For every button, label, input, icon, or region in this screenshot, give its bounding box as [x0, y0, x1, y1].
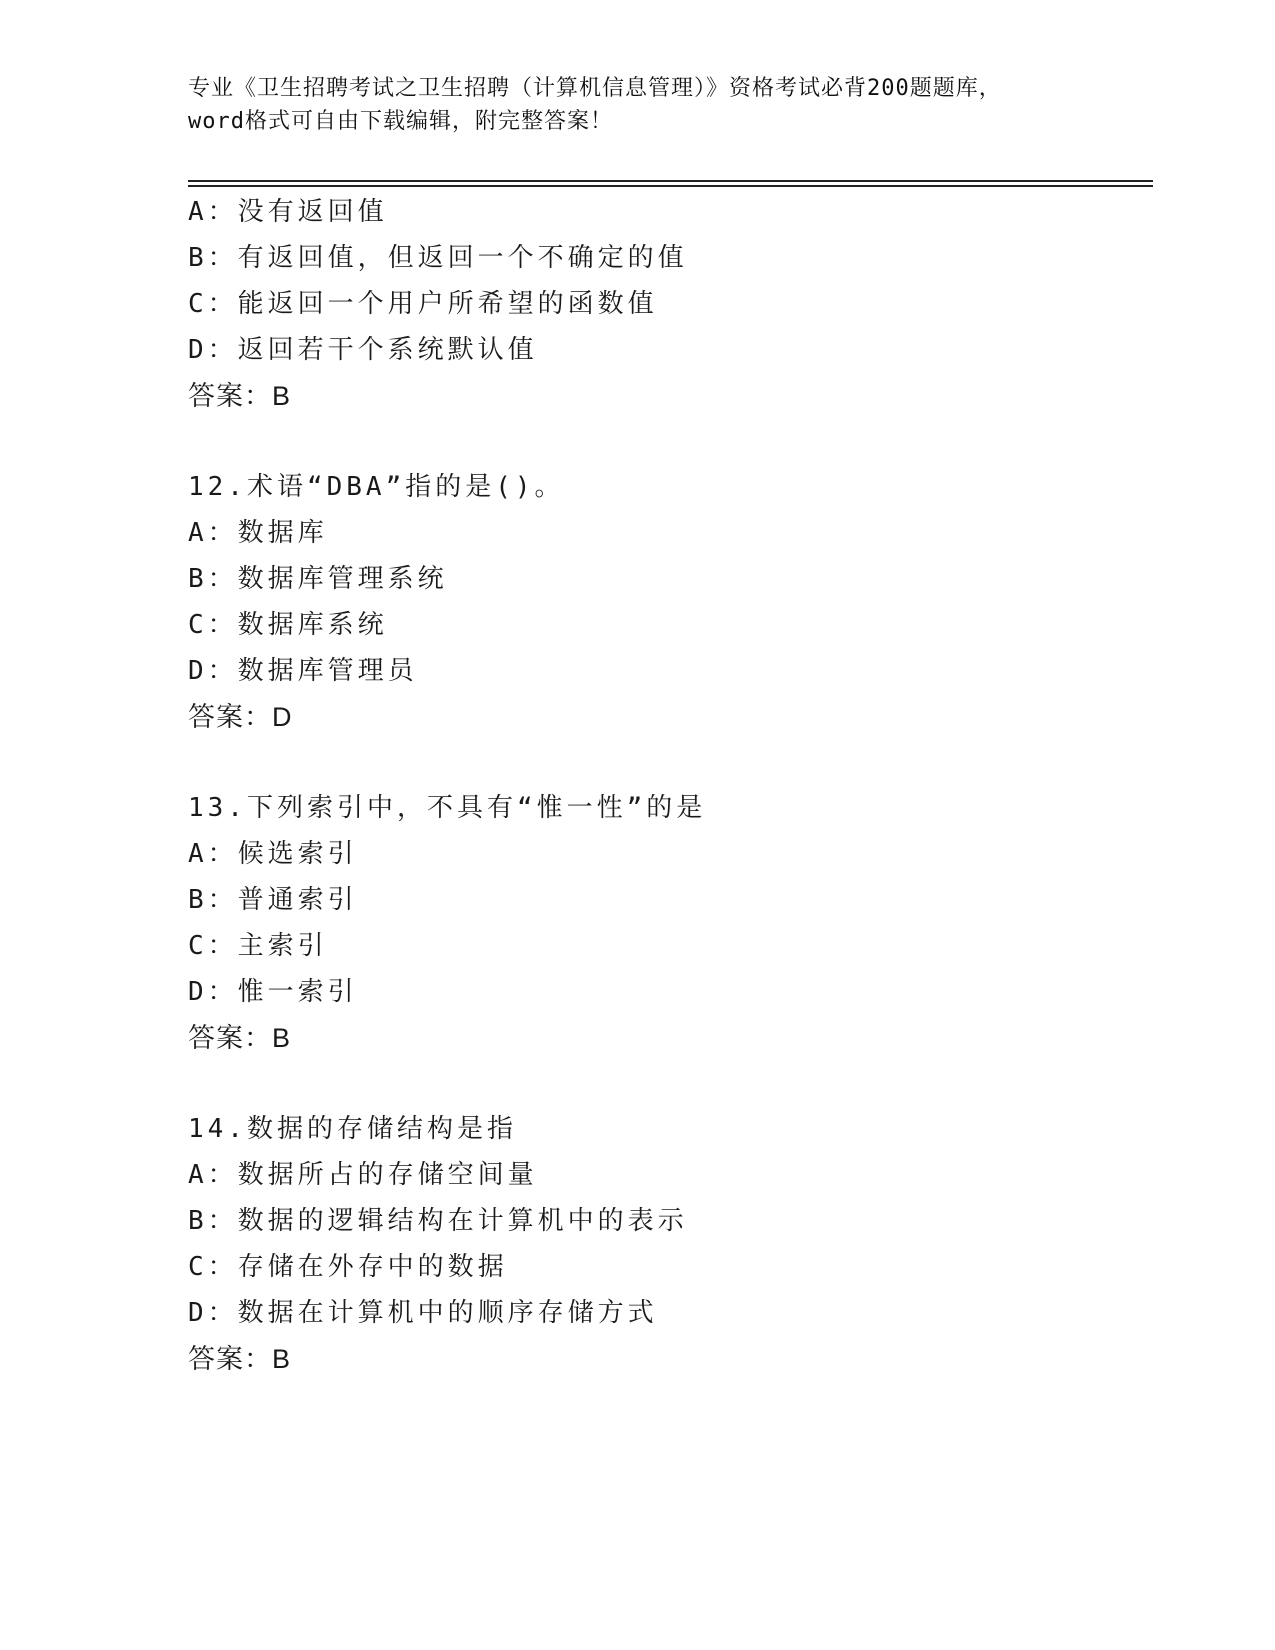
option-b: B：有返回值，但返回一个不确定的值 — [188, 243, 688, 273]
answer: 答案：B — [188, 381, 292, 411]
option-d: D：惟一索引 — [188, 977, 358, 1007]
option-a: A：没有返回值 — [188, 197, 388, 227]
option-c: C：主索引 — [188, 931, 328, 961]
option-a: A：数据库 — [188, 518, 328, 548]
question-list — [188, 189, 1148, 1382]
question-block-12 — [188, 464, 1148, 740]
option-c: C：存储在外存中的数据 — [188, 1252, 508, 1282]
option-d: D：数据库管理员 — [188, 656, 418, 686]
option-c: C：能返回一个用户所希望的函数值 — [188, 289, 658, 319]
option-d: D：返回若干个系统默认值 — [188, 335, 538, 365]
answer: 答案：B — [188, 1023, 292, 1053]
question-block-11 — [188, 189, 1148, 419]
question-stem: 14.数据的存储结构是指 — [188, 1114, 517, 1144]
question-stem: 12.术语“DBA”指的是()。 — [188, 472, 565, 502]
spacer — [188, 740, 1148, 785]
option-b: B：普通索引 — [188, 885, 358, 915]
option-a: A：数据所占的存储空间量 — [188, 1160, 538, 1190]
document-header — [188, 72, 1088, 138]
option-b: B：数据的逻辑结构在计算机中的表示 — [188, 1206, 688, 1236]
question-block-14 — [188, 1106, 1148, 1382]
option-b: B：数据库管理系统 — [188, 564, 448, 594]
question-block-13 — [188, 785, 1148, 1061]
spacer — [188, 419, 1148, 464]
option-a: A：候选索引 — [188, 839, 358, 869]
spacer — [188, 1061, 1148, 1106]
header-divider-bottom — [188, 185, 1153, 187]
header-divider-top — [188, 180, 1153, 182]
answer: 答案：B — [188, 1344, 292, 1374]
option-d: D：数据在计算机中的顺序存储方式 — [188, 1298, 658, 1328]
header-title-line1: 专业《卫生招聘考试之卫生招聘（计算机信息管理）》资格考试必背200题题库， — [188, 76, 1002, 101]
answer: 答案：D — [188, 702, 293, 732]
header-title-line2: word格式可自由下载编辑，附完整答案！ — [188, 109, 613, 134]
question-stem: 13.下列索引中，不具有“惟一性”的是 — [188, 793, 707, 823]
option-c: C：数据库系统 — [188, 610, 388, 640]
